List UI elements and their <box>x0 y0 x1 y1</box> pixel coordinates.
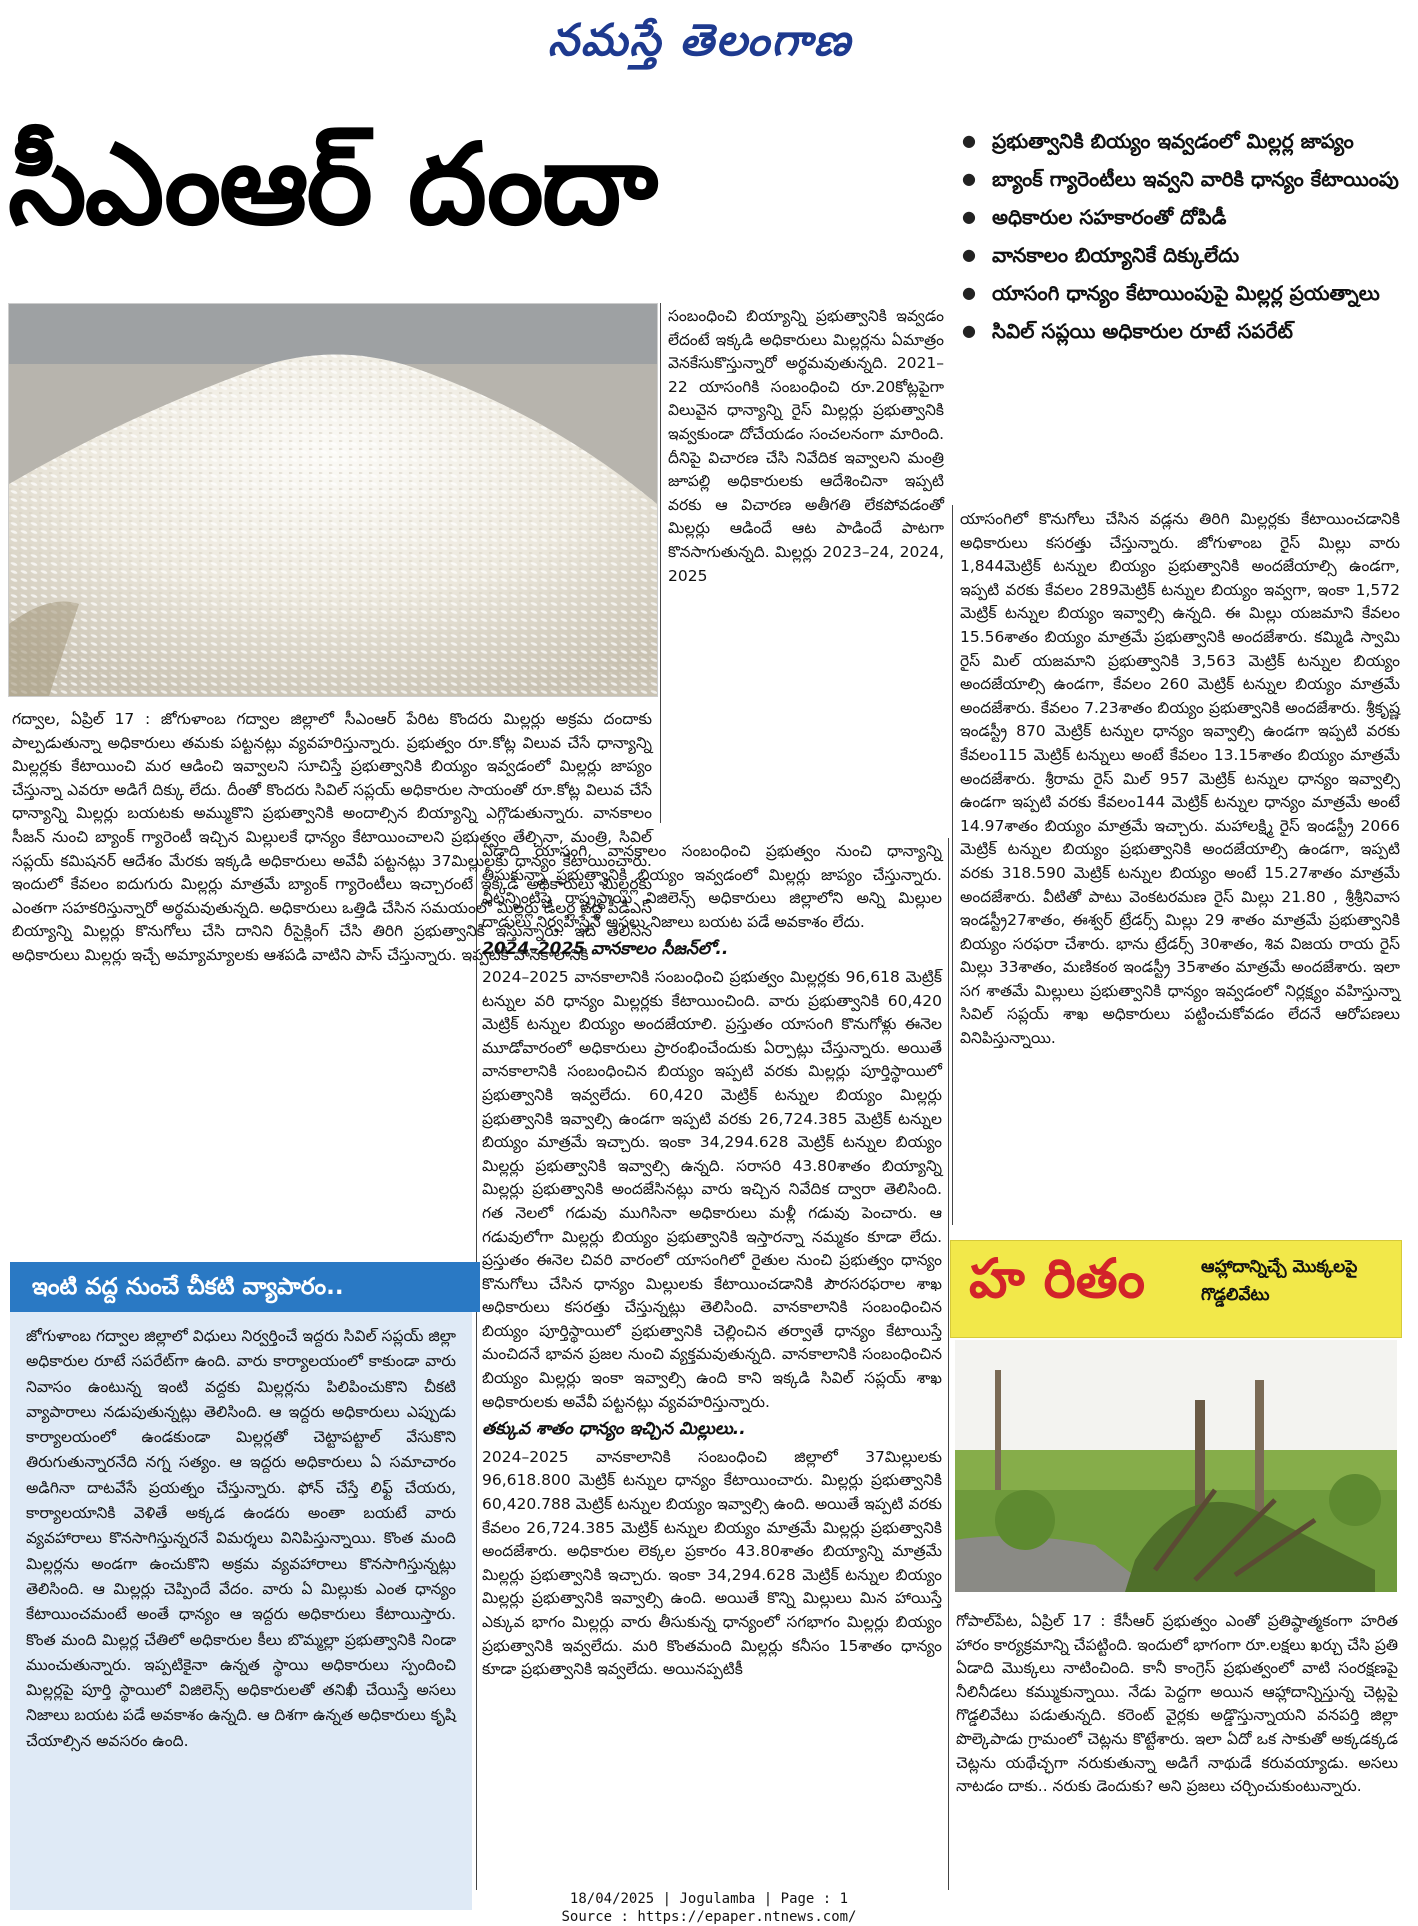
highlight-bullets <box>962 125 1402 353</box>
main-headline: సీఎంఆర్ దందా <box>8 120 657 250</box>
paragraph: 2024–2025 వానకాలానికి సంబంధించి జిల్లాలో 37మిల్లులకు 96,618.800 మెట్రిక్ టన్నుల ధాన్యం కేటాయించారు. మిల్లర్లు ప్రభుత్వానికి 60,420.788 మెట్రిక్ టన్నుల బియ్యం ఇవ్వాల్సి ఉంది. అయితే ఇప్పటి వరకు కేవలం 26,724.385 మెట్రిక్ టన్నుల బియ్యం మాత్రమే మిల్లర్లు ప్రభుత్వానికి అందజేశారు. అధికారుల లెక్కల ప్రకారం 43.80శాతం బియ్యాన్ని మాత్రమే మిల్లర్లు ప్రభుత్వానికి ఇచ్చారు. ఇంకా 34,294.628 మెట్రిక్ టన్నుల బియ్యం మిల్లర్లు ప్రభుత్వానికి ఇవ్వాల్సి ఉంది. అయితే కొన్ని మిల్లులు మిన హాయిస్తే ఎక్కువ భాగం మిల్లర్లు వారు తీసుకున్న ధాన్యంలో సగభాగం మిల్లర్లు బియ్యం ప్రభుత్వానికి ఇవ్వలేదు. మరి కొంతమంది మిల్లర్లు కనీసం 15శాతం ధాన్యం కూడా ప్రభుత్వానికి ఇవ్వలేదు. అయినప్పటికీ <box>482 1447 942 1679</box>
article-column-3 <box>960 508 1400 1055</box>
footer-source: Source : https://epaper.ntnews.com/ <box>561 1909 857 1925</box>
masthead-logo: నమస్తే తెలంగాణ <box>547 15 853 66</box>
column-rule <box>476 838 477 1890</box>
cut-trees-photo <box>955 1340 1397 1592</box>
rice-photo <box>8 303 658 697</box>
paragraph: గోపాల్‌పేట, ఏప్రిల్ 17 : కేసీఆర్ ప్రభుత్వం ఎంతో ప్రతిష్ఠాత్మకంగా హరిత హారం కార్యక్రమాన్ని చేపట్టింది. ఇందులో భాగంగా రూ.లక్షలు ఖర్చు చేసి ప్రతి ఏడాది మొక్కలు నాటించింది. కానీ కాంగ్రెస్ ప్రభుత్వంలో వాటి సంరక్షణపై నీలినీడలు కమ్ముకున్నాయి. నేడు పెద్దగా అయిన ఆహ్లాదాన్నిస్తున్న చెట్లపై గొడ్డలివేటు పడుతున్నది. కరెంట్ వైర్లకు అడ్డొస్తున్నాయని వనపర్తి జిల్లా పొల్కెపాడు గ్రామంలో చెట్లను కొట్టేశారు. ఇలా ఏదో ఒక సాకుతో అక్కడక్కడ చెట్లను యథేచ్ఛగా నరుకుతున్నా అడిగే నాథుడే కరువయ్యాడు. అసలు నాటడం దాకు.. నరుకు డెందుకు? అని ప్రజలు చర్చించుకుంటున్నారు. <box>956 1612 1399 1796</box>
subheading: 2024–2025 వానకాలం సీజన్‌లో.. <box>482 939 729 960</box>
article-column-2-lower <box>482 840 942 1686</box>
harita-logo: హ రితం <box>969 1247 1145 1310</box>
harita-banner <box>950 1240 1402 1338</box>
paragraph: 2024–2025 వానకాలానికి సంబంధించి ప్రభుత్వం మిల్లర్లకు 96,618 మెట్రిక్ టన్నుల వరి ధాన్యం మిల్లర్లకు కేటాయించింది. వారు ప్రభుత్వానికి 60,420 మెట్రిక్ టన్నుల బియ్యం అందజేయాలి. ప్రస్తుతం యాసంగి కొనుగోళ్లు ఈనెల మూడోవారంలో అధికారులు ప్రారంభించేందుకు ఏర్పాట్లు చేస్తున్నారు. అయితే వానకాలానికి సంబంధించిన బియ్యం ఇప్పటి వరకు మిల్లర్లు పూర్తిస్థాయిలో ప్రభుత్వానికి ఇవ్వలేదు. 60,420 మెట్రిక్ టన్నుల బియ్యం మిల్లర్లు ప్రభుత్వానికి ఇవ్వాల్సి ఉండగా ఇప్పటి వరకు 26,724.385 మెట్రిక్ టన్నుల బియ్యం మాత్రమే ఇచ్చారు. ఇంకా 34,294.628 మెట్రిక్ టన్నుల బియ్యం మిల్లర్లు ప్రభుత్వానికి ఇవ్వాల్సి ఉన్నది. సరాసరి 43.80శాతం బియ్యాన్ని మిల్లర్లు ప్రభుత్వానికి అందజేసినట్లు వారు ఇచ్చిన నివేదిక ద్వారా తెలిసింది. గత నెలలో గడువు ముగిసినా అధికారులు మళ్లీ గడువు పెంచారు. ఆ గడువులోగా మిల్లర్లు బియ్యం ప్రభుత్వానికి ఇస్తారన్నా నమ్మకం కూడా లేదు. ప్రస్తుతం ఈనెల చివరి వారంలో యాసంగిలో రైతుల నుంచి ప్రభుత్వం ధాన్యం కొనుగోలు చేసిన ధాన్యం మిల్లులకు కేటాయించడానికి పౌరసరఫరాల శాఖ అధికారులు కసరత్తు చేస్తున్నట్లు తెలిసింది. వానకాలానికి సంబంధించిన బియ్యం పూర్తిస్థాయిలో ప్రభుత్వానికి చెల్లించిన తర్వాతే ధాన్యం కేటాయిస్తే మంచిదనే భావన ప్రజల నుంచి వ్యక్తమవుతున్నది. వానకాలానికి సంబంధించిన బియ్యం మిల్లర్లు ఇంకా ఇవ్వాల్సి ఉంది కాని ఇక్కడి సివిల్ సప్లయ్ శాఖ అధికారులకు అవేవీ పట్టనట్లు వ్యవహరిస్తున్నారు. <box>482 967 942 1411</box>
page-footer <box>0 1890 1418 1926</box>
column-rule <box>660 303 661 823</box>
paragraph: సంబంధించి బియ్యాన్ని ప్రభుత్వానికి ఇవ్వడం లేదంటే ఇక్కడి అధికారులు మిల్లర్లను ఏమాత్రం వెనకేసుకొస్తున్నారో అర్థమవుతున్నది. 2021–22 యాసంగికి సంబంధించి రూ.20కోట్లపైగా విలువైన ధాన్యాన్ని రైస్ మిల్లర్లు ప్రభుత్వానికి ఇవ్వకుండా దోచేయడం సంచలనంగా మారింది. దీనిపై విచారణ చేసి నివేదిక ఇవ్వాలని మంత్రి జూపల్లి అధికారులకు ఆదేశించినా ఇప్పటి వరకు ఆ విచారణ అతీగతి లేకపోవడంతో మిల్లర్లు ఆడిందే ఆట పాడిందే పాటగా కొనసాగుతున్నది. మిల్లర్లు 2023–24, 2024, 2025 <box>668 307 944 585</box>
sidebar-box <box>10 1312 472 1910</box>
sidebar-box-title: ఇంటి వద్ద నుంచే చీకటి వ్యాపారం.. <box>10 1262 480 1312</box>
column-rule <box>948 838 949 1890</box>
column-rule <box>952 505 953 1225</box>
article-column-2 <box>668 305 944 592</box>
harita-article <box>956 1610 1398 1803</box>
bullet-item: ● వానకాలం బియ్యానికే దిక్కులేదు <box>962 239 1402 271</box>
bullet-item: ● యాసంగి ధాన్యం కేటాయింపుపై మిల్లర్ల ప్రయత్నాలు <box>962 277 1402 309</box>
harita-tagline: ఆహ్లాదాన్నిచ్చే మొక్కలపై గొడ్డలివేటు <box>1201 1257 1358 1305</box>
subheading: తక్కువ శాతం ధాన్యం ఇచ్చిన మిల్లులు.. <box>482 1419 746 1440</box>
paragraph: యాసంగిలో కొనుగోలు చేసిన వడ్లను తిరిగి మిల్లర్లకు కేటాయించడానికి అధికారులు కసరత్తు చేస్తున్నారు. జోగుళాంబ రైస్ మిల్లు వారు 1,844మెట్రిక్ టన్నుల బియ్యం ప్రభుత్వానికి అందజేయాల్సి ఉండగా, ఇప్పటి వరకు కేవలం 289మెట్రిక్ టన్నుల బియ్యం ఇవ్వగా, ఇంకా 1,572 మెట్రిక్ టన్నుల బియ్యం ఇవ్వాల్సి ఉన్నది. ఈ మిల్లు యజమాని కేవలం 15.56శాతం బియ్యం మాత్రమే ప్రభుత్వానికి అందజేశారు. కమ్మిడి స్వామి రైస్ మిల్ యజమాని ప్రభుత్వానికి 3,563 మెట్రిక్ టన్నుల బియ్యం అందజేయాల్సి ఉండగా, కేవలం 260 మెట్రిక్ టన్నుల బియ్యం మాత్రమే అందజేశారు. కేవలం 7.23శాతం బియ్యం ప్రభుత్వానికి అందజేశారు. శ్రీకృష్ణ ఇండస్ట్రీ 870 మెట్రిక్ టన్నుల ధాన్యం ఇవ్వాల్సి ఉండగా ఇప్పటి వరకు కేవలం115 మెట్రిక్ టన్నులు అంటే కేవలం 13.15శాతం బియ్యం మాత్రమే అందజేశారు. శ్రీరామ రైస్ మిల్ 957 మెట్రిక్ టన్నుల ధాన్యం ఇవ్వాల్సి ఉండగా ఇప్పటి వరకు కేవలం144 మెట్రిక్ టన్నుల ధాన్యం మాత్రమే అంటే 14.97శాతం బియ్యం మాత్రమే ఇచ్చారు. మహాలక్ష్మి రైస్ ఇండస్ట్రీ 2066 మెట్రిక్ టన్నుల బియ్యం ప్రభుత్వానికి అందజేయాల్సి ఉండగా, ఇప్పటి వరకు 318.590 మెట్రిక్ టన్నుల బియ్యం అంటే 15.27శాతం మాత్రమే అందజేశారు. వీటితో పాటు వెంకటరమణ రైస్ మిల్లు 21.80 , శ్రీశ్రీనివాస ఇండస్ట్రీ27శాతం, ఈశ్వర్ ట్రేడర్స్ మిల్లు 29 శాతం మాత్రమే ప్రభుత్వానికి బియ్యం సరఫరా చేశారు. భాను ట్రేడర్స్ 30శాతం, శివ విజయ రాయ రైస్ మిల్లు 33శాతం, మణికంఠ ఇండస్ట్రీ 35శాతం మాత్రమే అందజేశారు. ఇలా సగ శాతమే మిల్లులు ప్రభుత్వానికి ధాన్యం ఇవ్వడంలో నిర్లక్ష్యం వహిస్తున్నా సివిల్ సప్లయ్ శాఖ అధికారులు పట్టించుకోవడం లేదనే ఆరోపణలు వినిపిస్తున్నాయి. <box>960 510 1400 1048</box>
paragraph: ఏడాది యాసంగి, వానకాలం సంబంధించి ప్రభుత్వం నుంచి ధాన్యాన్ని తీసుకున్నా ప్రభుత్వానికి బియ్యం ఇవ్వడంలో మిల్లర్లు జాప్యం చేస్తున్నారు. వీటన్నింటిపై రాష్ట్రస్థాయి విజిలెన్స్ అధికారులు జిల్లాలోని అన్ని మిల్లుల దాడులు నిర్వహిస్తేనే అసలు నిజాలు బయట పడే అవకాశం లేదు. <box>482 842 942 931</box>
bullet-item: ● అధికారుల సహకారంతో దోపిడీ <box>962 201 1402 233</box>
footer-date-edition: 18/04/2025 | Jogulamba | Page : 1 <box>569 1891 849 1907</box>
sidebar-box-text: జోగుళాంబ గద్వాల జిల్లాలో విధులు నిర్వర్తించే ఇద్దరు సివిల్ సప్లయ్ జిల్లా అధికారుల రూటే సపరేట్‌గా ఉంది. వారు కార్యాలయంలో కాకుండా వారు నివాసం ఉంటున్న ఇంటి వద్దకు మిల్లర్లను పిలిపించుకొని చీకటి వ్యాపారాలు నడుపుతున్నట్లు తెలిసింది. ఆ ఇద్దరు అధికారులు ఎప్పుడు కార్యాలయంలో ఉండకుండా మిల్లర్లతో చెట్టాపట్టాల్ వేసుకొని తిరుగుతున్నారనేది నగ్న సత్యం. ఆ ఇద్దరు అధికారులు ఏ సమాచారం అడిగినా దాటవేసే ప్రయత్నం చేస్తున్నారు. ఫోన్ చేస్తే లిఫ్ట్ చేయరు, కార్యాలయానికి వెళితే అక్కడ ఉండరు అంతా బయటే వారు వ్యవహారాలు కొనసాగిస్తున్నరనే విమర్శలు వినిపిస్తున్నాయి. కొంత మంది మిల్లర్లను అండగా ఉంచుకొని అక్రమ వ్యవహారాలు కొనసాగిస్తున్నట్లు తెలిసింది. ఆ మిల్లర్లు చెప్పిందే వేదం. వారు ఏ మిల్లుకు ఎంత ధాన్యం కేటాయించమంటే అంతే ధాన్యం ఆ ఇద్దరు అధికారులు కేటాయిస్తారు. కొంత మంది మిల్లర్ల చేతిలో అధికారుల కీలు బొమ్మల్లా ప్రభుత్వానికి నిండా ముంచుతున్నారు. ఇప్పటికైనా ఉన్నత స్థాయి అధికారులు స్పందించి మిల్లర్లపై పూర్తి స్థాయిలో విజిలెన్స్ అధికారులతో తనిఖీ చేయిస్తే అసలు నిజాలు బయట పడే అవకాశం ఉన్నది. ఆ దిశగా ఉన్నత అధికారులు కృషి చేయాల్సిన అవసరం ఉంది. <box>26 1327 456 1750</box>
bullet-item: ● ప్రభుత్వానికి బియ్యం ఇవ్వడంలో మిల్లర్ల జాప్యం <box>962 125 1402 157</box>
paragraph: గద్వాల, ఏప్రిల్ 17 : జోగుళాంబ గద్వాల జిల్లాలో సీఎంఆర్ పేరిట కొందరు మిల్లర్లు అక్రమ దందాకు పాల్పడుతున్నా అధికారులు తమకు పట్టనట్లు వ్యవహరిస్తున్నారు. ప్రభుత్వం రూ.కోట్ల విలువ చేసే ధాన్యాన్ని మిల్లర్లకు కేటాయించి మర ఆడించి ఇవ్వాలని సూచిస్తే ప్రభుత్వానికి బియ్యం ఇవ్వడంలో మిల్లర్లు జాప్యం చేస్తున్నా ఎవరూ అడిగే దిక్కు లేదు. దీంతో కొందరు సివిల్ సప్లయ్ అధికారుల సాయంతో రూ.కోట్ల విలువ చేసే ధాన్యాన్ని మిల్లర్లు బయటకు అమ్ముకొని ప్రభుత్వానికి అందాల్సిన బియ్యాన్ని ఎగ్గొడుతున్నారు. వానకాలం సీజన్ నుంచి బ్యాంక్ గ్యారెంటీ ఇచ్చిన మిల్లులకే ధాన్యం కేటాయించాలని ప్రభుత్వం తేల్చినా, మంత్రి, సివిల్ సప్లయ్ కమిషనర్ ఆదేశం మేరకు ఇక్కడి అధికారులు అవేవీ పట్టనట్లు 37మిల్లులకు ధాన్యం కేటాయించారు. ఇందులో కేవలం ఐదుగురు మిల్లర్లు మాత్రమే బ్యాంక్ గ్యారెంటీలు ఇచ్చారంటే ఇక్కడి అధికారులు మిల్లర్లకు ఎంతగా సహకరిస్తున్నారో అర్థమవుతున్నది. అధికారులు ఒత్తిడి చేసిన సమయంలో మిల్లర్లు డీలర్ల వద్ద పీడీఎస్ బియ్యాన్ని మిల్లర్లు కొనుగోలు చేసి దానిని రీసైక్లింగ్ చేసి తిరిగి ప్రభుత్వానికి ఇస్తున్నారు. ఇది తెలిసిన అధికారులు మిల్లర్లు ఇచ్చే అమ్యామ్యాలకు ఆశపడి వాటిని పాస్ చేస్తున్నారు. ఇప్పటికీ వానకాలానికి <box>12 710 652 964</box>
bullet-item: ● బ్యాంక్ గ్యారెంటీలు ఇవ్వని వారికి ధాన్యం కేటాయింపు <box>962 163 1402 195</box>
bullet-item: ● సివిల్ సప్లయి అధికారుల రూటే సపరేట్ <box>962 315 1402 347</box>
